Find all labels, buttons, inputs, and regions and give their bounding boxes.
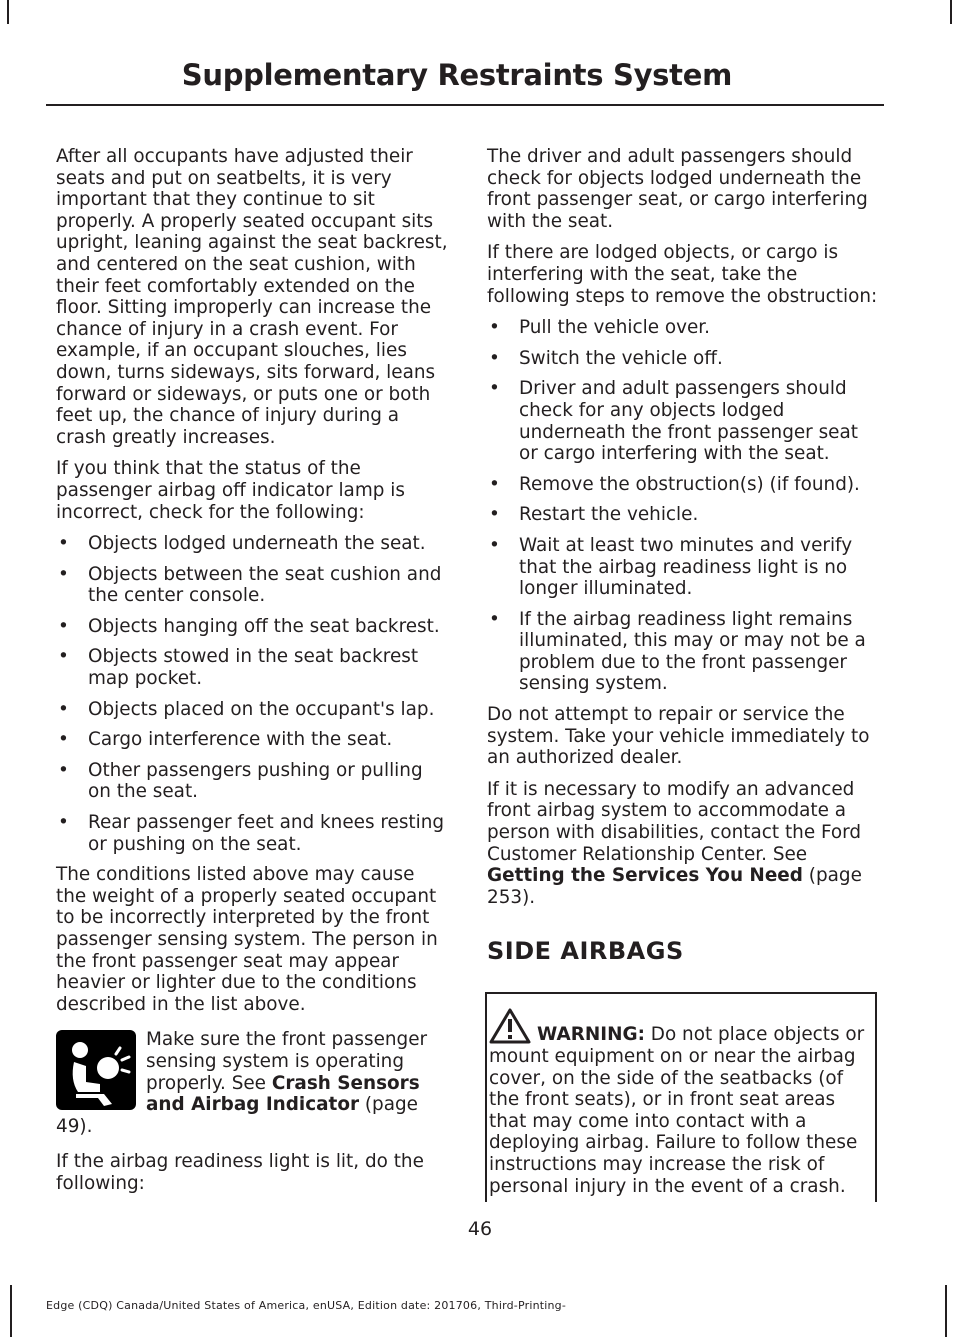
right-column — [487, 146, 879, 1202]
left-column — [56, 146, 448, 1205]
services-link[interactable]: Getting the Services You Need — [487, 865, 803, 887]
crop-mark — [7, 0, 9, 24]
conditions-paragraph: The conditions listed above may cause the weight of a properly seated occupant to be incorrectly interpreted by the front passenger sensing system. The person in the front passenger seat may appear heavier or lighter due to the conditions described in the list above. — [56, 864, 438, 1015]
list-item: • Remove the obstruction(s) (if found). — [487, 474, 879, 496]
modify-page: (page 253). — [487, 865, 862, 908]
list-item: • Objects between the seat cushion and the center console. — [56, 564, 448, 607]
section-heading: SIDE AIRBAGS — [487, 937, 684, 966]
page-title: Supplementary Restraints System — [181, 58, 732, 92]
list-item: • Objects placed on the occupant's lap. — [56, 699, 448, 721]
list-item: • Objects hanging off the seat backrest. — [56, 616, 448, 638]
steps-list — [487, 317, 879, 695]
crop-mark — [945, 1285, 947, 1337]
warning-label: WARNING: — [537, 1024, 645, 1046]
crop-mark — [10, 1285, 12, 1337]
list-item: • If the airbag readiness light remains illuminated, this may or may not be a problem due to the front passenger sensing system. — [487, 609, 879, 695]
check-list — [56, 533, 448, 855]
page-number: 46 — [467, 1218, 493, 1240]
airbag-note — [56, 1029, 448, 1137]
warning-triangle-icon — [489, 1008, 531, 1044]
list-item: • Pull the vehicle over. — [487, 317, 879, 339]
check-intro-paragraph: If you think that the status of the passenger airbag off indicator lamp is incorrect, check for the following: — [56, 458, 405, 523]
list-item: • Other passengers pushing or pulling on the seat. — [56, 760, 448, 803]
crop-mark — [950, 0, 952, 24]
crash-sensors-link[interactable]: Crash Sensors and Airbag Indicator — [146, 1072, 420, 1116]
steps-intro-paragraph: If there are lodged objects, or cargo is interfering with the seat, take the following steps to remove the obstruction: — [487, 242, 878, 307]
modify-paragraph — [487, 779, 879, 909]
list-item: • Objects stowed in the seat backrest map pocket. — [56, 646, 448, 689]
readiness-intro-paragraph: If the airbag readiness light is lit, do the following: — [56, 1151, 424, 1194]
airbag-note-page: (page 49). — [56, 1094, 418, 1137]
list-item: • Switch the vehicle off. — [487, 348, 879, 370]
list-item: • Rear passenger feet and knees resting or pushing on the seat. — [56, 812, 448, 855]
warning-box — [485, 992, 877, 1202]
right-intro-paragraph: The driver and adult passengers should check for objects lodged underneath the front passenger seat, or cargo interfering with the seat. — [487, 146, 868, 232]
intro-paragraph: After all occupants have adjusted their seats and put on seatbelts, it is very important that they continue to sit properly. A properly seated occupant sits upright, leaning against the seat backrest, and centered on the seat cushion, with their feet comfortably extended on the floor. Sitting improperly can increase the chance of injury in a crash event. For example, if an occupant slouches, lies down, turns sideways, sits forward, leans forward or sideways, or puts one or both feet up, the chance of injury during a crash greatly increases. — [56, 146, 448, 448]
airbag-note-text: Make sure the front passenger sensing system is operating properly. See — [146, 1029, 428, 1094]
list-item: • Driver and adult passengers should check for any objects lodged underneath the front passenger seat or cargo interfering with the seat. — [487, 378, 879, 464]
list-item: • Restart the vehicle. — [487, 504, 879, 526]
list-item: • Objects lodged underneath the seat. — [56, 533, 448, 555]
footer: Edge (CDQ) Canada/United States of America, enUSA, Edition date: 201706, Third-Printing- — [46, 1299, 567, 1312]
airbag-warning-icon — [56, 1030, 136, 1110]
list-item: • Wait at least two minutes and verify that the airbag readiness light is no longer illuminated. — [487, 535, 879, 600]
header-rule — [46, 104, 884, 106]
list-item: • Cargo interference with the seat. — [56, 729, 448, 751]
warning-text: Do not place objects or mount equipment on or near the airbag cover, on the side of the seatbacks (of the front seats), or in front seat areas that may come into contact with a deploying airbag. Failure to follow these instructions may increase the risk of personal injury in the event of a crash. — [489, 1024, 865, 1197]
no-repair-paragraph: Do not attempt to repair or service the system. Take your vehicle immediately to an authorized dealer. — [487, 704, 870, 769]
modify-text: If it is necessary to modify an advanced front airbag system to accommodate a person with disabilities, contact the Ford Customer Relationship Center. See — [487, 778, 862, 865]
